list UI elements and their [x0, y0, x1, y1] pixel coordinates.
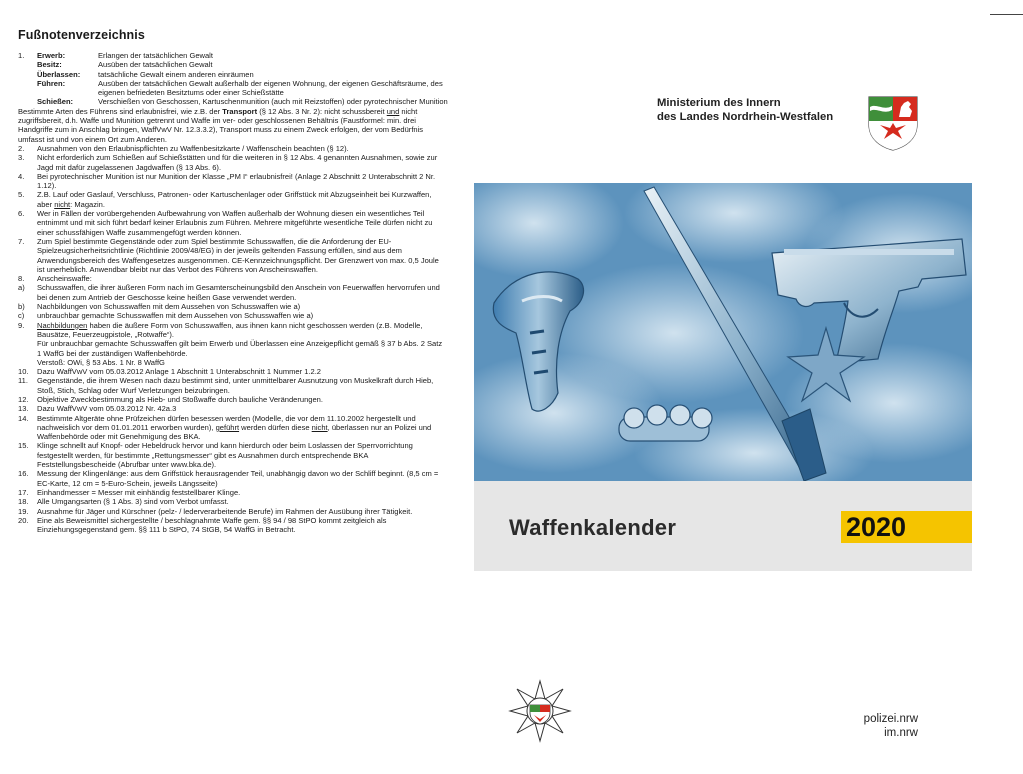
footnotes-column: [18, 28, 448, 770]
definition-term: Erwerb:: [37, 51, 66, 60]
footnote-6: 6. Wer in Fällen der vorübergehenden Aufbewahrung von Waffen außerhalb der Wohnung diesen ein wesentliches Teil entnimmt und mit sich führt bedarf keiner Erlaubnis zum Führen. Mehrere mitgeführte wesentliche Teile dürfen nicht zu einer schussfähigen Waffe zusammengefügt werden können.: [18, 209, 433, 237]
definition-row: [18, 97, 448, 106]
top-edge-rule: [990, 14, 1023, 15]
footnote-8: 8. Anscheinswaffe:: [18, 274, 92, 284]
definition-text: Erlangen der tatsächlichen Gewalt: [98, 51, 213, 60]
footnote-3: 3. Nicht erforderlich zum Schießen auf Schießstätten und für die weiteren in § 12 Abs. 4 genannten Ausnahmen, sowie zur Jagd mit dafür zugelassenen Jagdwaffen (§ 13 Abs. 6).: [18, 153, 438, 172]
footnote-10: 10. Dazu WaffVwV vom 05.03.2012 Anlage 1 Abschnitt 1 Unterabschnitt 1 Nummer 1.2.2: [18, 367, 322, 377]
footnote-20: 20. Eine als Beweismittel sichergestellte / beschlagnahmte Waffe gem. §§ 94 / 98 StPO kommt zeitgleich als Einziehungsgegenstand gem. §§ 111 b StPO, 74 StGB, 54 WaffG in Betracht.: [18, 515, 387, 535]
footnote-8a: a) Schusswaffen, die ihrer äußeren Form nach im Gesamterscheinungsbild den Anschein von Feuerwaffen hervorrufen und bei denen zum Antrieb der Geschosse keine heißen Gase verwendet werden.: [18, 283, 440, 302]
definition-term: Schießen:: [37, 97, 74, 107]
footnote-11: 11. Gegenstände, die ihrem Wesen nach dazu bestimmt sind, unter unmittelbarer Ausnutzung von Muskelkraft durch Hieb, Stoß, Stich, Schlag oder Wurf Verletzungen beizubringen.: [18, 376, 434, 395]
definition-text: Ausüben der tatsächlichen Gewalt außerhalb der eigenen Wohnung, der eigenen Geschäftsräume, des eigenen befriedeten Besitztums oder einer Schießstätte: [98, 78, 443, 98]
definition-text: Ausüben der tatsächlichen Gewalt: [98, 60, 213, 70]
calendar-title: Waffenkalender: [509, 515, 677, 540]
link-polizei-nrw[interactable]: polizei.nrw: [863, 713, 918, 725]
footnote-16: 16. Messung der Klingenlänge: aus dem Griffstück herausragender Teil, unabhängig davon wo der Schliff beginnt. (8,5 cm = EC-Karte, 12 cm = 5-Euro-Schein, jeweils Längsseite): [18, 469, 439, 488]
footer-links: [810, 712, 918, 740]
footnotes-body: [18, 51, 448, 534]
definition-term: Führen:: [37, 78, 66, 88]
footnote-14: 14. Bestimmte Altgeräte ohne Prüfzeichen dürfen besessen werden (Modelle, die vor dem 11.10.2002 hergestellt und nachweislich vor dem 01.01.2011 erworben wurden), geführt werden dürfen diese nicht, überlassen nur an Polizei und Waffenbehörde oder mit Genehmigung des BKA.: [18, 413, 432, 442]
nrw-crest-icon: [866, 95, 920, 151]
footnote-9: 9. Nachbildungen haben die äußere Form von Schusswaffen, aus ihnen kann nicht geschossen werden (z.B. Modelle, Bausätze, Feuerzeugpistole, „Rotwaffe“). Für unbrauchbar gemachte Schusswaffen gilt beim Erwerb und Überlassen eine Anzeigepflicht gemäß § 37 b Abs. 2 Satz 1 WaffG bei der zuständigen Waffenbehörde. Verstoß: OWi, § 53 Abs. 1 Nr. 8 WaffG: [18, 320, 443, 367]
footnote-18: 18. Alle Umgangsarten (§ 1 Abs. 3) sind vom Verbot umfasst.: [18, 497, 229, 507]
definition-row: [18, 70, 448, 79]
definition-row: [18, 60, 448, 69]
ministry-line-2: des Landes Nordrhein-Westfalen: [657, 111, 834, 123]
brass-knuckles-icon: [619, 405, 712, 441]
title-banner: [474, 481, 972, 571]
weapons-illustration: [474, 183, 972, 481]
definition-text: tatsächliche Gewalt einem anderen einräumen: [98, 69, 254, 79]
footnote-13: 13. Dazu WaffVwV vom 05.03.2012 Nr. 42a.3: [18, 404, 177, 414]
footnote-4: 4. Bei pyrotechnischer Munition ist nur Munition der Klasse „PM I“ erlaubnisfrei! (Anlage 2 Abschnitt 2 Unterabschnitt 2 Nr. 1.12).: [18, 171, 436, 191]
cover-image: [474, 183, 972, 481]
calendar-year: 2020: [846, 512, 907, 542]
definition-list: [18, 51, 448, 107]
footnote-12: 12. Objektive Zweckbestimmung als Hieb- und Stoßwaffe durch bauliche Veränderungen.: [18, 394, 323, 404]
police-star-icon: [508, 679, 572, 743]
footnotes-title: Fußnotenverzeichnis: [18, 28, 145, 42]
definition-term: Besitz:: [37, 60, 62, 70]
transport-paragraph: Bestimmte Arten des Führens sind erlaubnisfrei, wie z.B. der Transport (§ 12 Abs. 3 Nr. 2): nicht schussbereit und nicht zugriffsbereit, d.h. Waffe und Munition getrennt und Waffe im ver- oder geschlossenen Behältnis (Faustformel: min. drei Handgriffe zum in Anschlag bringen, WaffVwV Nr. 12.3.3.2), Transport muss zu einem Zweck erfolgen, der vom Bedürfnis umfasst ist und von einem Ort zum Anderen.: [18, 106, 424, 144]
ministry-line-1: Ministerium des Innern: [657, 97, 781, 109]
footnote-17: 17. Einhandmesser = Messer mit einhändig feststellbarer Klinge.: [18, 487, 241, 497]
footnote-8c: c) unbrauchbar gemachte Schusswaffen mit dem Aussehen von Schusswaffen wie a): [18, 311, 314, 321]
footnote-2: 2. Ausnahmen von den Erlaubnispflichten zu Waffenbesitzkarte / Waffenschein beachten (§ 12).: [18, 143, 349, 153]
footnote-15: 15. Klinge schnellt auf Knopf- oder Hebeldruck hervor und kann hierdurch oder beim Loslassen der Sperrvorrichtung festgestellt werden, für bestimmte „Rettungsmesser“ gibt es Ausnahmen durch entsprechende BKA Feststellungsbescheide (Abrufbar unter www.bka.de).: [18, 441, 413, 470]
definition-term: Überlassen:: [37, 69, 81, 79]
footnote-19: 19. Ausnahme für Jäger und Kürschner (pelz- / lederverarbeitende Berufe) im Rahmen der Ausübung ihrer Tätigkeit.: [18, 506, 413, 516]
footnote-8b: b) Nachbildungen von Schusswaffen mit dem Aussehen von Schusswaffen wie a): [18, 302, 301, 312]
ministry-name: [657, 96, 833, 124]
definition-text: Verschießen von Geschossen, Kartuschenmunition (auch mit Reizstoffen) oder pyrotechnischer Munition: [98, 97, 448, 107]
definition-row: [18, 79, 448, 98]
link-im-nrw[interactable]: im.nrw: [884, 727, 918, 739]
definition-row: 1. Erwerb: Erlangen der tatsächlichen Gewalt: [18, 51, 448, 60]
year-badge: [841, 511, 972, 543]
footnote-7: 7. Zum Spiel bestimmte Gegenstände oder zum Spiel bestimmte Schusswaffen, die die Anforderung der EU-Spielzeugsicherheitsrichtlinie (Richtlinie 2009/48/EG) in der jeweils geltenden Fassung erfüllen, sind aus dem Anwendungsbereich des Waffengesetzes ausgenommen. CE-Kennzeichnungspflicht. Der Grenzwert von max. 0,5 Joule ist unerheblich. Anwendbar bleibt nur das Verbot des Führens von Anscheinswaffen.: [18, 236, 439, 274]
footnote-5: 5. Z.B. Lauf oder Gaslauf, Verschluss, Patronen- oder Kartuschenlager oder Griffstück mit Abzugseinheit bei Kurzwaffen, aber nicht: Magazin.: [18, 190, 432, 209]
